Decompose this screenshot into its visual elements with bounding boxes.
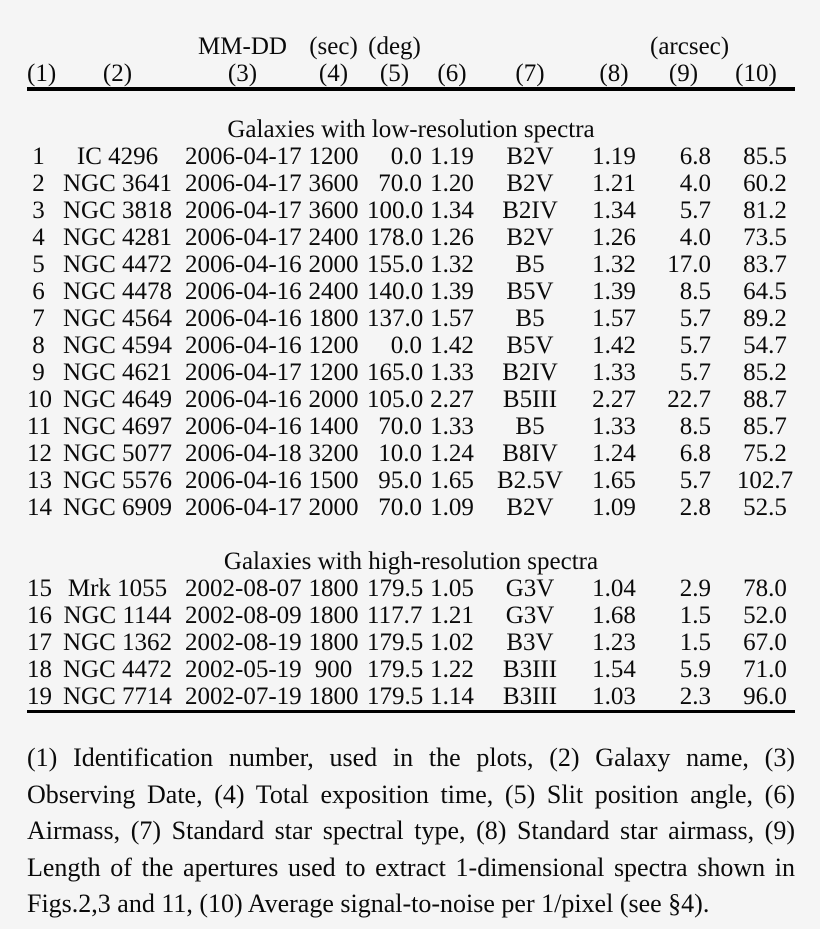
spacer-cell	[27, 89, 795, 116]
cell-std-spectral-type: B2V	[506, 170, 554, 197]
cell-galaxy-name: NGC 4594	[62, 332, 173, 359]
cell-slit-pa: 178.0	[367, 224, 424, 251]
cell-id: 14	[27, 494, 52, 521]
unit-header-cell	[50, 30, 185, 60]
cell-aperture-length: 6.8	[679, 440, 711, 467]
cell-std-airmass: 1.65	[592, 467, 636, 494]
unit-header-cell	[482, 30, 578, 60]
cell-galaxy-name: NGC 3818	[62, 197, 173, 224]
table-row	[27, 305, 795, 332]
cell-airmass: 1.21	[430, 602, 474, 629]
table-footnote	[27, 740, 795, 923]
cell-airmass: 1.05	[430, 575, 474, 602]
cell-aperture-length: 5.7	[679, 332, 711, 359]
cell-exposure-time: 1800	[308, 575, 359, 602]
cell-obs-date: 2002-08-19	[185, 629, 302, 656]
cell-slit-pa: 100.0	[367, 197, 424, 224]
table-row	[27, 332, 795, 359]
cell-id: 9	[32, 359, 45, 386]
table-row	[27, 197, 795, 224]
table-row	[27, 494, 795, 521]
cell-aperture-length: 22.7	[667, 386, 711, 413]
cell-id: 1	[32, 143, 45, 170]
cell-aperture-length: 4.0	[679, 170, 711, 197]
cell-signal-to-noise: 75.2	[743, 440, 787, 467]
cell-signal-to-noise: 81.2	[743, 197, 787, 224]
table-row	[27, 386, 795, 413]
cell-exposure-time: 2000	[308, 386, 359, 413]
unit-header-cell	[27, 30, 50, 60]
column-number-row	[27, 60, 795, 89]
cell-exposure-time: 1500	[308, 467, 359, 494]
column-number-cell: (5)	[367, 60, 422, 89]
cell-obs-date: 2002-08-09	[185, 602, 302, 629]
unit-header-cell	[422, 30, 482, 60]
unit-header-row	[27, 30, 795, 60]
cell-galaxy-name: NGC 6909	[62, 494, 173, 521]
cell-std-airmass: 1.19	[592, 143, 636, 170]
cell-std-airmass: 1.57	[592, 305, 636, 332]
cell-obs-date: 2006-04-17	[185, 170, 302, 197]
cell-exposure-time: 3600	[308, 170, 359, 197]
table-row	[27, 143, 795, 170]
cell-obs-date: 2006-04-16	[185, 413, 302, 440]
cell-galaxy-name: NGC 4649	[62, 386, 173, 413]
cell-obs-date: 2006-04-17	[185, 494, 302, 521]
cell-aperture-length: 4.0	[679, 224, 711, 251]
cell-std-airmass: 1.09	[592, 494, 636, 521]
footnote-line: Length of the apertures used to extract 1-dimensional spectra shown in	[27, 852, 795, 882]
cell-std-spectral-type: B5	[515, 251, 545, 278]
cell-id: 5	[32, 251, 45, 278]
cell-obs-date: 2006-04-17	[185, 224, 302, 251]
cell-airmass: 1.14	[422, 683, 482, 712]
cell-aperture-length: 5.7	[679, 197, 711, 224]
cell-signal-to-noise: 64.5	[743, 278, 787, 305]
cell-signal-to-noise: 60.2	[743, 170, 787, 197]
cell-galaxy-name: NGC 4281	[62, 224, 173, 251]
cell-aperture-length: 2.3	[650, 683, 717, 712]
section-title: Galaxies with high-resolution spectra	[223, 548, 599, 575]
cell-id: 3	[32, 197, 45, 224]
cell-airmass: 1.19	[430, 143, 474, 170]
cell-galaxy-name: NGC 5576	[62, 467, 173, 494]
section-title-row	[27, 548, 795, 575]
cell-obs-date: 2006-04-16	[185, 386, 302, 413]
cell-obs-date: 2002-08-07	[185, 575, 302, 602]
table-body	[27, 89, 795, 712]
cell-signal-to-noise: 52.0	[743, 602, 787, 629]
cell-airmass: 1.22	[430, 656, 474, 683]
table-row	[27, 440, 795, 467]
cell-slit-pa: 140.0	[367, 278, 424, 305]
cell-std-airmass: 1.54	[592, 656, 636, 683]
cell-signal-to-noise: 83.7	[743, 251, 787, 278]
cell-galaxy-name: NGC 7714	[50, 683, 185, 712]
cell-std-airmass: 1.26	[592, 224, 636, 251]
cell-signal-to-noise: 85.2	[743, 359, 787, 386]
cell-slit-pa: 70.0	[378, 494, 422, 521]
cell-std-spectral-type: B5III	[502, 386, 558, 413]
table-row	[27, 629, 795, 656]
cell-airmass: 1.32	[430, 251, 474, 278]
column-number-cell: (3)	[185, 60, 300, 89]
column-number-cell: (8)	[578, 60, 650, 89]
cell-exposure-time: 2400	[308, 224, 359, 251]
cell-exposure-time: 1800	[300, 683, 367, 712]
cell-exposure-time: 1200	[308, 332, 359, 359]
cell-galaxy-name: NGC 4621	[62, 359, 173, 386]
cell-aperture-length: 2.9	[679, 575, 711, 602]
cell-id: 11	[27, 413, 52, 440]
unit-header-deg: (deg)	[368, 33, 421, 60]
cell-std-spectral-type: B3V	[506, 629, 554, 656]
footnote-line: Figs.2,3 and 11, (10) Average signal-to-noise per 1/pixel (see §4).	[27, 889, 710, 919]
cell-signal-to-noise: 85.5	[743, 143, 787, 170]
cell-airmass: 1.33	[430, 359, 474, 386]
cell-std-spectral-type: B2V	[506, 143, 554, 170]
section-title-row	[27, 116, 795, 143]
cell-id: 4	[32, 224, 45, 251]
cell-slit-pa: 179.5	[367, 575, 424, 602]
cell-signal-to-noise: 54.7	[743, 332, 787, 359]
cell-airmass: 1.09	[430, 494, 474, 521]
column-number-cell: (1)	[27, 60, 57, 87]
table-row	[27, 683, 795, 712]
cell-std-spectral-type: B5V	[506, 332, 554, 359]
cell-exposure-time: 1800	[308, 305, 359, 332]
cell-std-spectral-type: B2.5V	[497, 467, 563, 494]
cell-std-airmass: 1.03	[578, 683, 650, 712]
cell-galaxy-name: NGC 4472	[62, 656, 173, 683]
cell-exposure-time: 1200	[308, 143, 359, 170]
cell-aperture-length: 8.5	[679, 413, 711, 440]
cell-signal-to-noise: 52.5	[743, 494, 787, 521]
cell-galaxy-name: NGC 1362	[62, 629, 173, 656]
unit-header-sec: (sec)	[309, 33, 358, 60]
cell-slit-pa: 10.0	[378, 440, 422, 467]
table-row	[27, 467, 795, 494]
column-number-cell: (2)	[50, 60, 185, 89]
spacer-row	[27, 521, 795, 548]
cell-signal-to-noise: 71.0	[743, 656, 787, 683]
cell-galaxy-name: NGC 1144	[63, 602, 172, 629]
cell-signal-to-noise: 88.7	[743, 386, 787, 413]
cell-std-airmass: 1.32	[592, 251, 636, 278]
cell-std-airmass: 1.34	[592, 197, 636, 224]
cell-std-spectral-type: B2IV	[502, 197, 558, 224]
spacer-row	[27, 89, 795, 116]
cell-exposure-time: 3600	[308, 197, 359, 224]
cell-std-airmass: 1.24	[592, 440, 636, 467]
footnote-line: (1) Identification number, used in the plots, (2) Galaxy name, (3)	[27, 743, 795, 772]
cell-airmass: 1.65	[430, 467, 474, 494]
cell-exposure-time: 1200	[308, 359, 359, 386]
footnote-line: Observing Date, (4) Total exposition time, (5) Slit position angle, (6)	[27, 779, 795, 809]
cell-std-airmass: 1.04	[592, 575, 636, 602]
cell-id: 2	[32, 170, 45, 197]
cell-std-spectral-type: B2V	[506, 224, 554, 251]
cell-std-airmass: 1.21	[592, 170, 636, 197]
cell-std-airmass: 1.39	[592, 278, 636, 305]
cell-id: 19	[27, 683, 52, 710]
cell-slit-pa: 137.0	[367, 305, 424, 332]
cell-slit-pa: 0.0	[390, 332, 422, 359]
cell-obs-date: 2006-04-18	[185, 440, 302, 467]
cell-std-airmass: 2.27	[592, 386, 636, 413]
cell-obs-date: 2006-04-17	[185, 143, 302, 170]
cell-galaxy-name: NGC 3641	[62, 170, 173, 197]
cell-std-spectral-type: G3V	[505, 602, 555, 629]
cell-exposure-time: 1800	[308, 629, 359, 656]
cell-exposure-time: 3200	[308, 440, 359, 467]
cell-obs-date: 2006-04-17	[185, 359, 302, 386]
cell-galaxy-name: NGC 4472	[62, 251, 173, 278]
cell-std-spectral-type: B5V	[506, 278, 554, 305]
cell-std-spectral-type: B5	[515, 413, 545, 440]
cell-obs-date: 2006-04-17	[185, 197, 302, 224]
cell-signal-to-noise: 67.0	[743, 629, 787, 656]
table-row	[27, 575, 795, 602]
cell-airmass: 1.24	[430, 440, 474, 467]
cell-galaxy-name: NGC 4478	[62, 278, 173, 305]
cell-id: 10	[27, 386, 52, 413]
cell-slit-pa: 179.5	[367, 656, 424, 683]
table-row	[27, 278, 795, 305]
cell-galaxy-name: NGC 4697	[62, 413, 173, 440]
column-number-cell: (7)	[482, 60, 578, 89]
cell-slit-pa: 117.7	[367, 602, 423, 629]
cell-slit-pa: 105.0	[367, 386, 424, 413]
cell-slit-pa: 0.0	[390, 143, 422, 170]
cell-galaxy-name: NGC 5077	[62, 440, 173, 467]
cell-slit-pa: 95.0	[378, 467, 422, 494]
cell-slit-pa: 70.0	[378, 170, 422, 197]
column-number-cell: (4)	[300, 60, 367, 89]
cell-aperture-length: 5.9	[679, 656, 711, 683]
section-title: Galaxies with low-resolution spectra	[227, 116, 595, 143]
cell-std-spectral-type: B8IV	[502, 440, 558, 467]
cell-exposure-time: 2000	[308, 494, 359, 521]
cell-exposure-time: 2000	[308, 251, 359, 278]
cell-std-spectral-type: B3III	[482, 683, 578, 712]
column-number-cell: (6)	[422, 60, 482, 89]
unit-header-date: MM-DD	[198, 33, 287, 60]
table-row	[27, 413, 795, 440]
table-row	[27, 602, 795, 629]
cell-airmass: 1.39	[430, 278, 474, 305]
cell-airmass: 2.27	[430, 386, 474, 413]
cell-signal-to-noise: 73.5	[743, 224, 787, 251]
cell-std-spectral-type: B3III	[502, 656, 558, 683]
cell-airmass: 1.57	[430, 305, 474, 332]
cell-airmass: 1.42	[430, 332, 474, 359]
table-row	[27, 359, 795, 386]
table-row	[27, 656, 795, 683]
cell-id: 8	[32, 332, 45, 359]
table-row	[27, 224, 795, 251]
cell-id: 13	[27, 467, 52, 494]
cell-slit-pa: 179.5	[367, 629, 424, 656]
cell-obs-date: 2006-04-16	[185, 332, 302, 359]
cell-obs-date: 2006-04-16	[185, 251, 302, 278]
cell-std-airmass: 1.68	[592, 602, 636, 629]
cell-obs-date: 2006-04-16	[185, 467, 302, 494]
cell-id: 7	[32, 305, 45, 332]
cell-id: 16	[27, 602, 52, 629]
cell-std-spectral-type: B2IV	[502, 359, 558, 386]
cell-galaxy-name: NGC 4564	[62, 305, 173, 332]
cell-airmass: 1.34	[430, 197, 474, 224]
cell-exposure-time: 900	[314, 656, 353, 683]
cell-aperture-length: 2.8	[679, 494, 711, 521]
cell-slit-pa: 179.5	[367, 683, 424, 710]
cell-slit-pa: 155.0	[367, 251, 424, 278]
unit-header-cell	[578, 30, 650, 60]
cell-galaxy-name: Mrk 1055	[67, 575, 168, 602]
cell-signal-to-noise: 89.2	[743, 305, 787, 332]
cell-signal-to-noise: 85.7	[743, 413, 787, 440]
cell-aperture-length: 1.5	[679, 629, 711, 656]
cell-slit-pa: 165.0	[367, 359, 424, 386]
cell-id: 18	[27, 656, 52, 683]
cell-airmass: 1.26	[430, 224, 474, 251]
observation-log-table	[27, 30, 795, 713]
cell-aperture-length: 1.5	[679, 602, 711, 629]
table-row	[27, 251, 795, 278]
cell-std-spectral-type: G3V	[505, 575, 555, 602]
cell-id: 6	[32, 278, 45, 305]
cell-std-airmass: 1.23	[592, 629, 636, 656]
cell-exposure-time: 2400	[308, 278, 359, 305]
cell-id: 17	[27, 629, 52, 656]
cell-obs-date: 2006-04-16	[185, 305, 302, 332]
cell-aperture-length: 5.7	[679, 467, 711, 494]
cell-obs-date: 2002-05-19	[185, 656, 302, 683]
cell-aperture-length: 5.7	[679, 305, 711, 332]
cell-exposure-time: 1400	[308, 413, 359, 440]
cell-obs-date: 2006-04-16	[185, 278, 302, 305]
cell-id: 12	[27, 440, 52, 467]
spacer-cell	[27, 521, 795, 548]
cell-airmass: 1.20	[430, 170, 474, 197]
cell-signal-to-noise: 78.0	[743, 575, 787, 602]
cell-std-spectral-type: B2V	[506, 494, 554, 521]
cell-std-spectral-type: B5	[515, 305, 545, 332]
column-number-cell: (9)	[650, 60, 717, 89]
cell-exposure-time: 1800	[308, 602, 359, 629]
column-number-cell: (10)	[717, 60, 795, 89]
cell-aperture-length: 6.8	[679, 143, 711, 170]
cell-galaxy-name: IC 4296	[76, 143, 159, 170]
cell-aperture-length: 8.5	[679, 278, 711, 305]
cell-airmass: 1.33	[430, 413, 474, 440]
cell-id: 15	[27, 575, 52, 602]
cell-std-airmass: 1.33	[592, 359, 636, 386]
cell-aperture-length: 17.0	[667, 251, 711, 278]
cell-slit-pa: 70.0	[378, 413, 422, 440]
table-row	[27, 170, 795, 197]
cell-airmass: 1.02	[430, 629, 474, 656]
footnote-line: Airmass, (7) Standard star spectral type, (8) Standard star airmass, (9)	[27, 816, 795, 846]
cell-obs-date: 2002-07-19	[185, 683, 302, 710]
cell-aperture-length: 5.7	[679, 359, 711, 386]
unit-header-arcsec: (arcsec)	[650, 33, 730, 60]
cell-std-airmass: 1.42	[592, 332, 636, 359]
cell-signal-to-noise: 96.0	[717, 683, 795, 712]
cell-std-airmass: 1.33	[592, 413, 636, 440]
cell-signal-to-noise: 102.7	[736, 467, 794, 494]
